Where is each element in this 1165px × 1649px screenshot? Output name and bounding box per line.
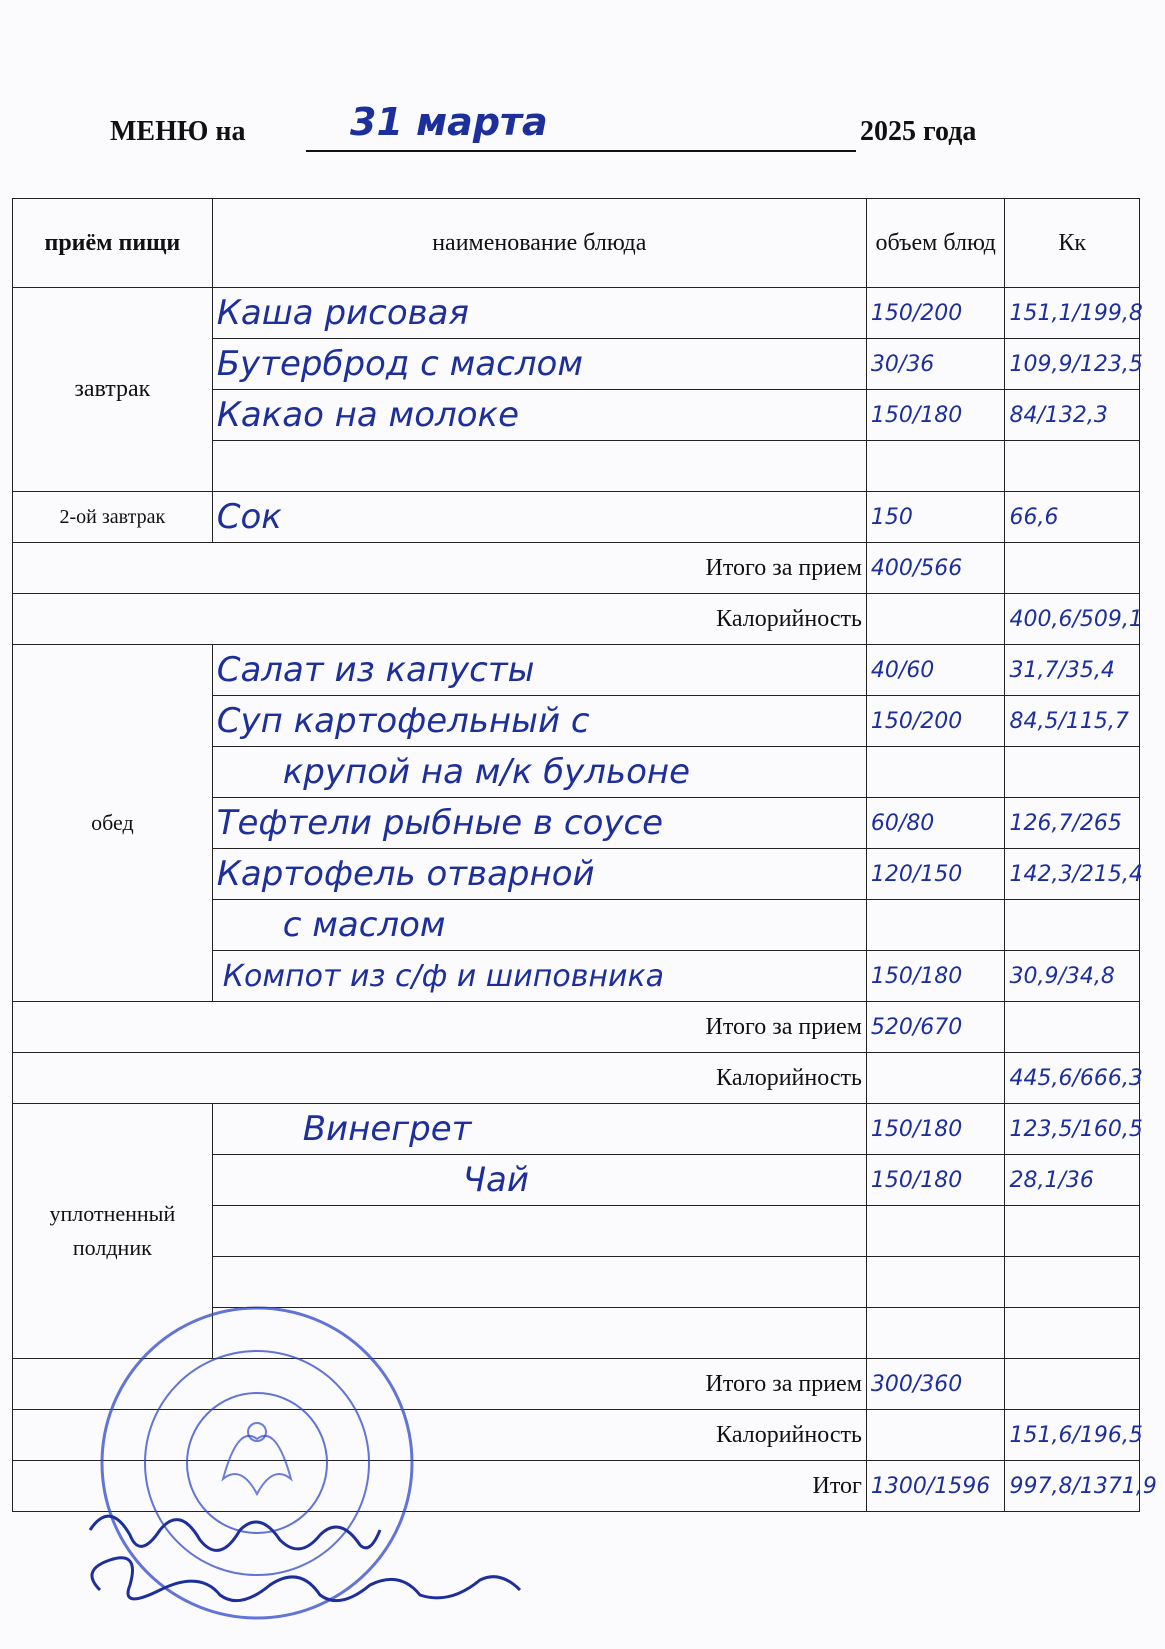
- kcal-cell: [1005, 747, 1140, 798]
- dish-cell: Тефтели рыбные в соусе: [212, 798, 866, 849]
- volume-cell: 120/150: [866, 849, 1005, 900]
- header-volume: объем блюд: [866, 199, 1005, 288]
- final-label: Итог: [13, 1461, 867, 1512]
- volume-cell: 150/180: [866, 1104, 1005, 1155]
- total-label: Итого за прием: [13, 1002, 867, 1053]
- dish-cell: крупой на м/к бульоне: [212, 747, 866, 798]
- meal-second-breakfast: 2-ой завтрак: [13, 492, 213, 543]
- kcal-cell: 30,9/34,8: [1005, 951, 1140, 1002]
- final-kcal: 997,8/1371,9: [1005, 1461, 1140, 1512]
- table-row: [13, 645, 1140, 696]
- calorie-value: 400,6/509,1: [1005, 594, 1140, 645]
- kcal-cell: [1005, 900, 1140, 951]
- dish-cell: Чай: [212, 1155, 866, 1206]
- calorie-value: 151,6/196,5: [1005, 1410, 1140, 1461]
- kcal-cell: [1005, 441, 1140, 492]
- volume-cell: 150: [866, 492, 1005, 543]
- table-row: [13, 1053, 1140, 1104]
- kcal-cell: 84,5/115,7: [1005, 696, 1140, 747]
- volume-cell: 150/200: [866, 696, 1005, 747]
- dish-cell: Сок: [212, 492, 866, 543]
- title-date: 31 марта: [350, 100, 548, 144]
- kcal-cell: 126,7/265: [1005, 798, 1140, 849]
- kcal-cell: 142,3/215,4: [1005, 849, 1140, 900]
- meal-lunch: обед: [13, 645, 213, 1002]
- kcal-cell: 28,1/36: [1005, 1155, 1140, 1206]
- header-kcal: Кк: [1005, 199, 1140, 288]
- volume-cell: [866, 1308, 1005, 1359]
- calorie-label: Калорийность: [13, 1410, 867, 1461]
- volume-cell: 30/36: [866, 339, 1005, 390]
- title-suffix: 2025 года: [860, 116, 977, 147]
- calorie-label: Калорийность: [13, 1053, 867, 1104]
- header-row: [13, 199, 1140, 288]
- kcal-cell: 123,5/160,5: [1005, 1104, 1140, 1155]
- table-row: [13, 288, 1140, 339]
- kcal-cell: [1005, 1308, 1140, 1359]
- total-volume: 300/360: [866, 1359, 1005, 1410]
- volume-cell: [866, 1206, 1005, 1257]
- kcal-cell: [1005, 1206, 1140, 1257]
- volume-cell: [866, 441, 1005, 492]
- table-row: [13, 1002, 1140, 1053]
- dish-cell: [212, 441, 866, 492]
- dish-cell: Каша рисовая: [212, 288, 866, 339]
- dish-cell: с маслом: [212, 900, 866, 951]
- table-row: [13, 492, 1140, 543]
- volume-cell: 60/80: [866, 798, 1005, 849]
- kcal-cell: 109,9/123,5: [1005, 339, 1140, 390]
- volume-cell: [866, 594, 1005, 645]
- table-row: [13, 1104, 1140, 1155]
- dish-cell: Компот из с/ф и шиповника: [212, 951, 866, 1002]
- meal-breakfast: завтрак: [13, 288, 213, 492]
- volume-cell: 150/180: [866, 951, 1005, 1002]
- volume-cell: [866, 900, 1005, 951]
- volume-cell: [866, 747, 1005, 798]
- total-volume: 400/566: [866, 543, 1005, 594]
- volume-cell: 150/180: [866, 390, 1005, 441]
- kcal-cell: [1005, 1359, 1140, 1410]
- dish-cell: [212, 1206, 866, 1257]
- dish-cell: Суп картофельный с: [212, 696, 866, 747]
- final-volume: 1300/1596: [866, 1461, 1005, 1512]
- dish-cell: Какао на молоке: [212, 390, 866, 441]
- kcal-cell: 66,6: [1005, 492, 1140, 543]
- volume-cell: [866, 1257, 1005, 1308]
- calorie-label: Калорийность: [13, 594, 867, 645]
- kcal-cell: 84/132,3: [1005, 390, 1140, 441]
- signature: [70, 1490, 570, 1620]
- volume-cell: 150/180: [866, 1155, 1005, 1206]
- dish-cell: Картофель отварной: [212, 849, 866, 900]
- meal-snack: уплотненный полдник: [13, 1104, 213, 1359]
- total-volume: 520/670: [866, 1002, 1005, 1053]
- volume-cell: 40/60: [866, 645, 1005, 696]
- dish-cell: [212, 1257, 866, 1308]
- volume-cell: [866, 1053, 1005, 1104]
- menu-title: [110, 100, 1030, 158]
- volume-cell: [866, 1410, 1005, 1461]
- table-row: [13, 543, 1140, 594]
- kcal-cell: [1005, 1257, 1140, 1308]
- calorie-value: 445,6/666,3: [1005, 1053, 1140, 1104]
- kcal-cell: 31,7/35,4: [1005, 645, 1140, 696]
- volume-cell: 150/200: [866, 288, 1005, 339]
- dish-cell: Бутерброд с маслом: [212, 339, 866, 390]
- table-row: [13, 594, 1140, 645]
- dish-cell: Салат из капусты: [212, 645, 866, 696]
- dish-cell: Винегрет: [212, 1104, 866, 1155]
- title-prefix: МЕНЮ на: [110, 116, 246, 147]
- total-label: Итого за прием: [13, 543, 867, 594]
- header-meal: приём пищи: [13, 199, 213, 288]
- kcal-cell: [1005, 543, 1140, 594]
- total-label: Итого за прием: [13, 1359, 867, 1410]
- header-dish: наименование блюда: [212, 199, 866, 288]
- kcal-cell: 151,1/199,8: [1005, 288, 1140, 339]
- kcal-cell: [1005, 1002, 1140, 1053]
- title-date-underline: [306, 150, 856, 152]
